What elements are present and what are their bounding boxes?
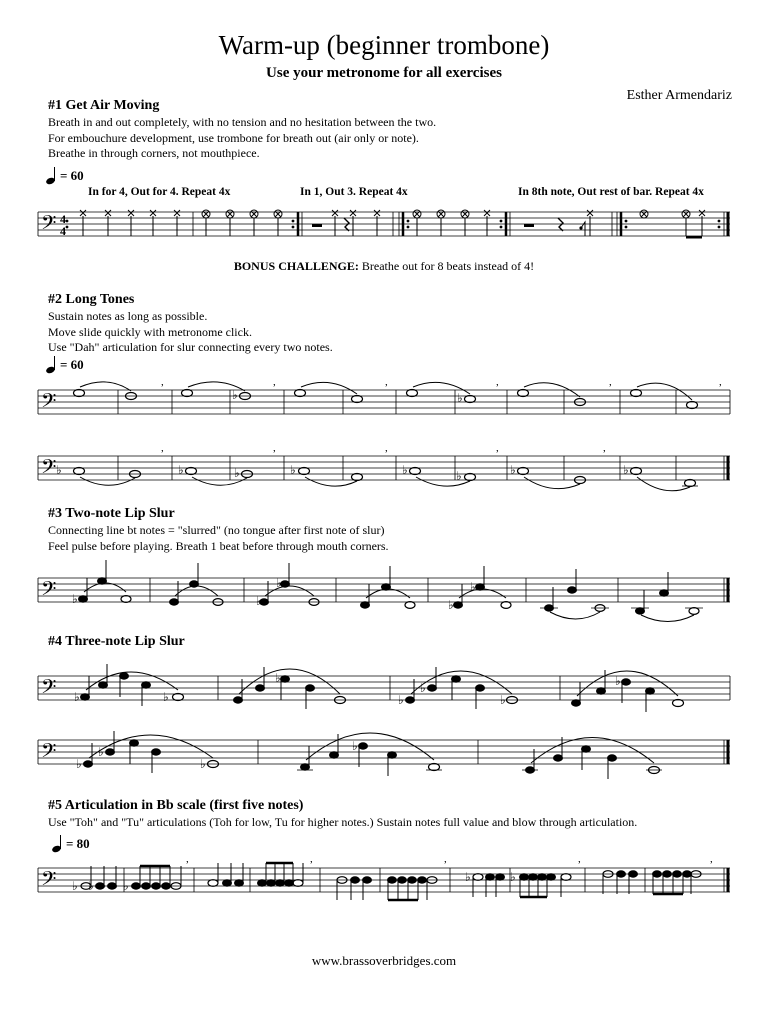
author-name: Esther Armendariz (626, 88, 732, 103)
svg-text:♭: ♭ (398, 693, 404, 707)
svg-text:♭: ♭ (56, 463, 62, 477)
ex1-direction-1: In for 4, Out for 4. Repeat 4x (88, 186, 231, 198)
svg-text:♭: ♭ (623, 463, 629, 477)
half-notes (121, 596, 699, 615)
svg-text:♭: ♭ (163, 690, 169, 704)
svg-text:♭: ♭ (234, 466, 240, 480)
flat-signs (74, 671, 621, 707)
ex4-staff-2 (0, 720, 768, 780)
svg-text:♭: ♭ (256, 594, 262, 608)
ex2-heading: #2 Long Tones (48, 292, 135, 307)
ex5-line: Use "Toh" and "Tu" articulations (Toh for low, Tu for higher notes.) Sustain notes full value and blow through articulation. (48, 815, 638, 829)
svg-text:,: , (496, 442, 499, 454)
svg-text:♭: ♭ (352, 739, 358, 753)
ex1-direction-2: In 1, Out 3. Repeat 4x (300, 186, 408, 198)
quarter-note-icon (46, 357, 56, 373)
ex5-heading: #5 Articulation in Bb scale (first five notes) (48, 798, 304, 813)
half-notes (208, 761, 660, 774)
ex3-line: Connecting line bt notes = "slurred" (no tongue after first note of slur) (48, 523, 385, 537)
svg-text:♭: ♭ (88, 879, 94, 893)
ex1-line: Breathe in through corners, not mouthpiece. (48, 146, 260, 160)
bonus-challenge (0, 259, 768, 274)
quarter-note-icon (52, 836, 62, 852)
svg-text:♭: ♭ (276, 576, 282, 590)
svg-text:,: , (719, 376, 722, 388)
ex5-staff (0, 853, 768, 910)
ex2-tempo-value: = 60 (60, 357, 84, 372)
svg-text:,: , (385, 442, 388, 454)
ex2-staff-1 (0, 378, 768, 428)
ex1-line: Breath in and out completely, with no tension and no hesitation between the two. (48, 115, 437, 129)
breath-marks (161, 442, 606, 454)
ex2-tempo (46, 357, 84, 373)
bonus-label: BONUS CHALLENGE: (233, 259, 359, 273)
ex3-instructions (48, 523, 389, 554)
svg-text:,: , (444, 853, 447, 865)
bass-clef-icon: 𝄢 (41, 577, 57, 605)
svg-text:♭: ♭ (74, 690, 80, 704)
whole-notes (74, 390, 698, 409)
ex1-tempo-value: = 60 (60, 168, 84, 183)
bonus-text: Breathe out for 8 beats instead of 4! (361, 259, 535, 273)
svg-text:,: , (161, 442, 164, 454)
svg-text:♭: ♭ (98, 745, 104, 759)
svg-text:♭: ♭ (465, 870, 471, 884)
svg-text:♭: ♭ (448, 598, 454, 612)
svg-text:♭: ♭ (178, 463, 184, 477)
ex1-heading: #1 Get Air Moving (48, 98, 160, 113)
svg-text:,: , (273, 376, 276, 388)
svg-text:♭: ♭ (420, 681, 426, 695)
notes (84, 731, 617, 779)
svg-text:♭: ♭ (456, 469, 462, 483)
ex2-line: Sustain notes as long as possible. (48, 309, 208, 323)
svg-text:♭: ♭ (510, 870, 516, 884)
bass-clef-icon: 𝄢 (41, 389, 57, 417)
svg-text:,: , (161, 376, 164, 388)
svg-text:♭: ♭ (402, 463, 408, 477)
svg-text:♭: ♭ (470, 580, 476, 594)
ex3-line: Feel pulse before playing. Breath 1 beat before through mouth corners. (48, 538, 389, 553)
svg-text:♭: ♭ (232, 388, 238, 402)
ex3-heading: #3 Two-note Lip Slur (48, 506, 175, 521)
ex2-line: Move slide quickly with metronome click. (48, 324, 252, 339)
bass-clef-icon: 𝄢 (41, 455, 57, 483)
ex1-instructions (48, 115, 436, 162)
svg-text:,: , (609, 376, 612, 388)
ex5-tempo (52, 836, 90, 852)
whole-notes (74, 468, 696, 487)
slurs (80, 477, 690, 491)
svg-text:♭: ♭ (200, 757, 206, 771)
svg-text:♭: ♭ (275, 671, 281, 685)
ex4-heading: #4 Three-note Lip Slur (48, 634, 185, 649)
ex5-instructions (48, 815, 637, 831)
quarter-note-icon (46, 168, 56, 184)
ex5-tempo-value: = 80 (66, 836, 90, 851)
ex1-direction-3: In 8th note, Out rest of bar. Repeat 4x (518, 186, 704, 198)
ex4-staff-1 (0, 660, 768, 710)
notes (79, 560, 669, 614)
svg-text:,: , (310, 853, 313, 865)
svg-text:♭: ♭ (76, 757, 82, 771)
svg-text:♭: ♭ (615, 674, 621, 688)
bass-clef-icon: 𝄢 (41, 211, 57, 239)
ex1-staff (0, 200, 768, 250)
page-title: Warm-up (beginner trombone) (218, 30, 550, 60)
svg-text:♭: ♭ (510, 463, 516, 477)
breath-marks (186, 853, 713, 865)
svg-text:♭: ♭ (123, 879, 129, 893)
svg-text:,: , (710, 853, 713, 865)
time-signature-bottom: 4 (60, 224, 66, 238)
time-signature-top: 4 (60, 212, 66, 226)
scale-notes (81, 863, 701, 900)
svg-text:♭: ♭ (72, 592, 78, 606)
bass-clef-icon: 𝄢 (41, 739, 57, 767)
bass-clef-icon: 𝄢 (41, 675, 57, 703)
footer-url: www.brassoverbridges.com (311, 953, 457, 968)
svg-text:,: , (186, 853, 189, 865)
ex3-staff (0, 566, 768, 620)
svg-text:,: , (603, 442, 606, 454)
svg-text:♭: ♭ (457, 391, 463, 405)
ex1-tempo (46, 168, 84, 184)
ex1-line: For embouchure development, use trombone for breath out (air only or note). (48, 130, 419, 145)
slurs (86, 669, 678, 696)
ex2-instructions (48, 309, 333, 356)
svg-text:♭: ♭ (290, 463, 296, 477)
slurs (89, 733, 654, 763)
svg-text:,: , (385, 376, 388, 388)
svg-text:,: , (578, 853, 581, 865)
flat-signs (232, 388, 463, 405)
ex2-line: Use "Dah" articulation for slur connecting every two notes. (48, 340, 333, 354)
page-subtitle: Use your metronome for all exercises (266, 65, 502, 81)
svg-text:,: , (273, 442, 276, 454)
svg-text:♭: ♭ (500, 693, 506, 707)
x-notehead-group (80, 210, 705, 236)
svg-text:,: , (496, 376, 499, 388)
ex2-staff-2 (0, 442, 768, 496)
svg-text:♭: ♭ (72, 879, 78, 893)
bass-clef-icon: 𝄢 (41, 867, 57, 895)
